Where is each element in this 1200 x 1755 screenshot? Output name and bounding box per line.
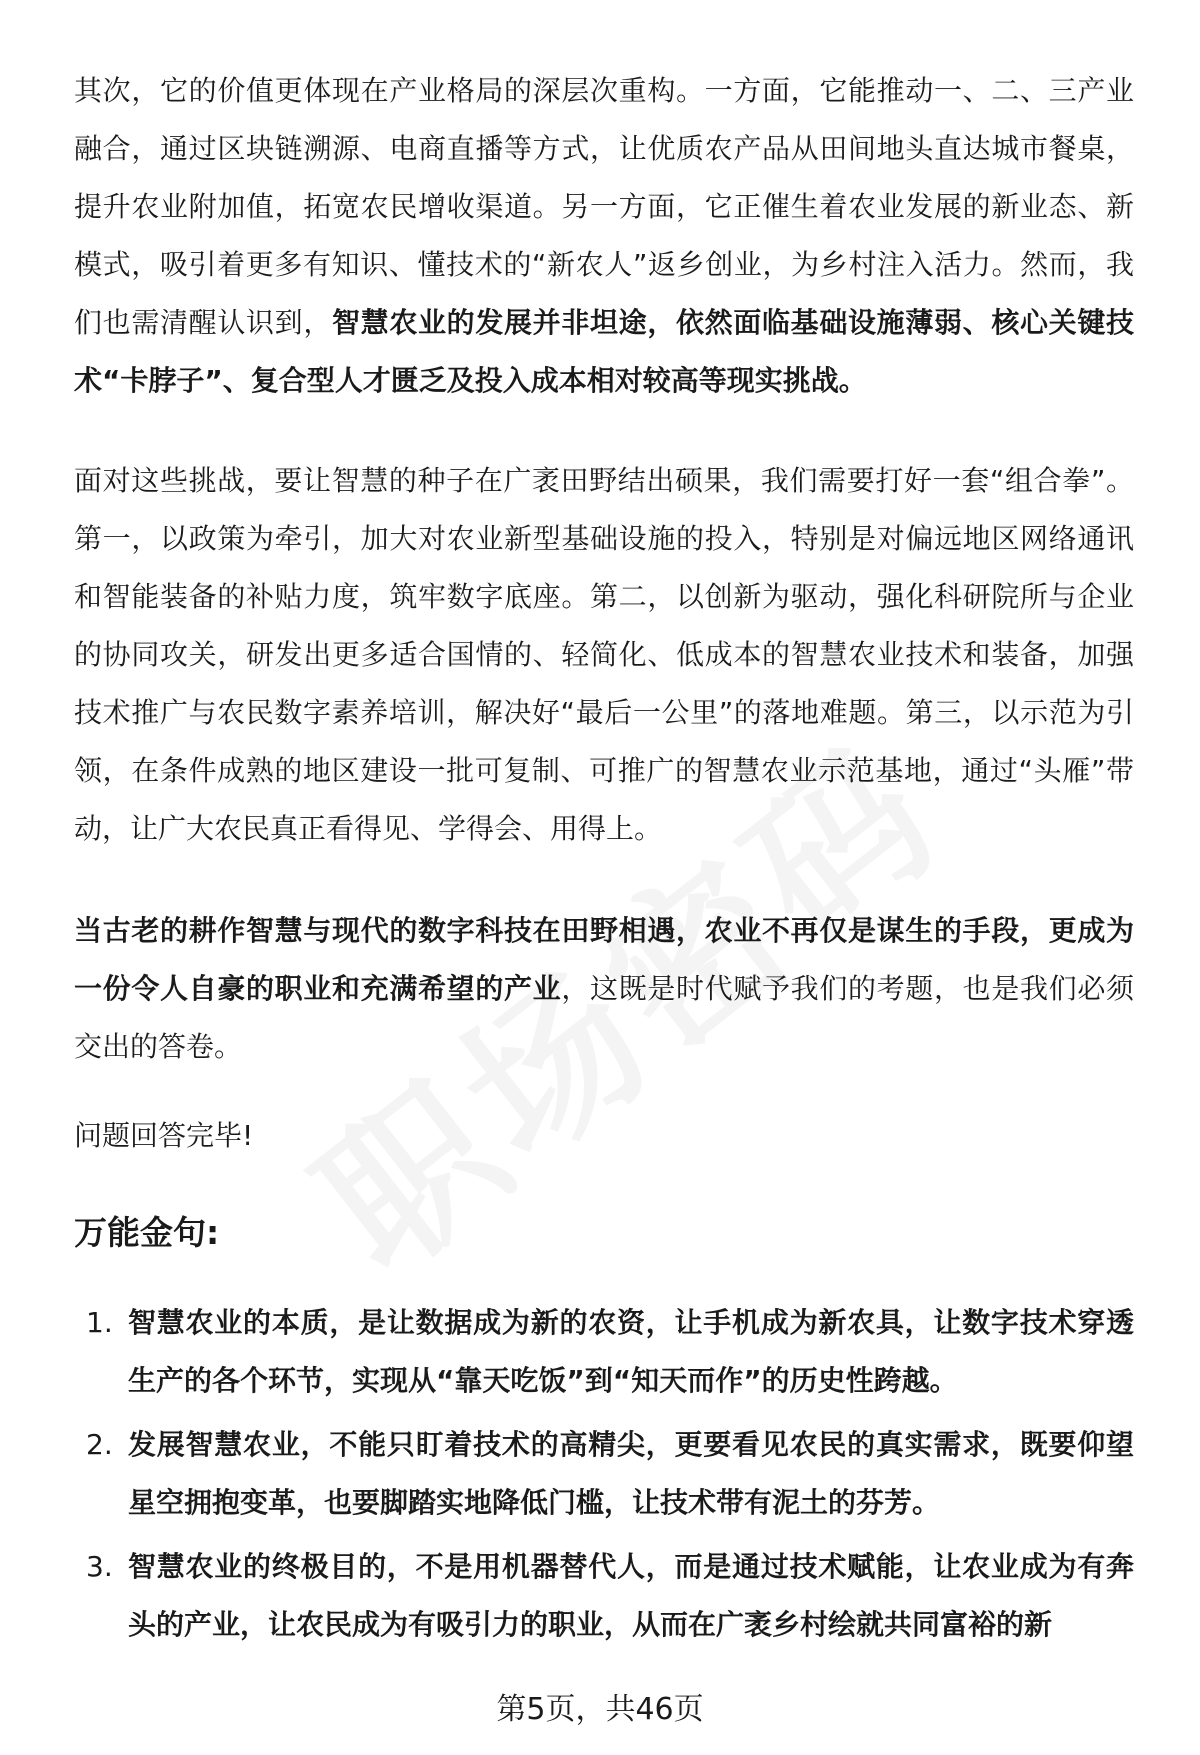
paragraph-conclusion-text: ，这既是时代赋予我们的考题，也是我们必须交出的答卷。 — [74, 972, 1134, 1063]
list-item-number: 2. — [86, 1428, 113, 1461]
quote-list — [74, 1294, 1134, 1660]
list-item-text: 智慧农业的本质，是让数据成为新的农资，让手机成为新农具，让数字技术穿透生产的各个环节，实现从“靠天吃饭”到“知天而作”的历史性跨越。 — [128, 1306, 1134, 1397]
section-heading: 万能金句: — [74, 1213, 220, 1252]
paragraph-value-text: 其次，它的价值更体现在产业格局的深层次重构。一方面，它能推动一、二、三产业融合，通过区块链溯源、电商直播等方式，让优质农产品从田间地头直达城市餐桌，提升农业附加值，拓宽农民增收渠道。另一方面，它正催生着农业发展的新业态、新模式，吸引着更多有知识、懂技术的“新农人”返乡创业，为乡村注入活力。然而，我们也需清醒认识到， — [74, 74, 1134, 339]
paragraph-closing: 问题回答完毕! — [74, 1119, 254, 1152]
paragraph-value-emphasis: 智慧农业的发展并非坦途，依然面临基础设施薄弱、核心关键技术“卡脖子”、复合型人才匮乏及投入成本相对较高等现实挑战。 — [74, 306, 1134, 397]
list-item-text: 智慧农业的终极目的，不是用机器替代人，而是通过技术赋能，让农业成为有奔头的产业，让农民成为有吸引力的职业，从而在广袤乡村绘就共同富裕的新 — [128, 1550, 1134, 1641]
list-item-number: 3. — [86, 1550, 113, 1583]
paragraph-conclusion — [74, 902, 1134, 1076]
paragraph-measures: 面对这些挑战，要让智慧的种子在广袤田野结出硕果，我们需要打好一套“组合拳”。第一，以政策为牵引，加大对农业新型基础设施的投入，特别是对偏远地区网络通讯和智能装备的补贴力度，筑牢数字底座。第二，以创新为驱动，强化科研院所与企业的协同攻关，研发出更多适合国情的、轻简化、低成本的智慧农业技术和装备，加强技术推广与农民数字素养培训，解决好“最后一公里”的落地难题。第三，以示范为引领，在条件成熟的地区建设一批可复制、可推广的智慧农业示范基地，通过“头雁”带动，让广大农民真正看得见、学得会、用得上。 — [74, 464, 1134, 845]
paragraph-value — [74, 62, 1134, 410]
list-item — [74, 1294, 1134, 1410]
list-item — [74, 1538, 1134, 1654]
list-item-number: 1. — [86, 1306, 113, 1339]
list-item — [74, 1416, 1134, 1532]
list-item-text: 发展智慧农业，不能只盯着技术的高精尖，更要看见农民的真实需求，既要仰望星空拥抱变革，也要脚踏实地降低门槛，让技术带有泥土的芬芳。 — [128, 1428, 1134, 1519]
paragraph-conclusion-emphasis: 当古老的耕作智慧与现代的数字科技在田野相遇，农业不再仅是谋生的手段，更成为一份令人自豪的职业和充满希望的产业 — [74, 914, 1134, 1005]
page-number: 第5页，共46页 — [496, 1692, 704, 1727]
